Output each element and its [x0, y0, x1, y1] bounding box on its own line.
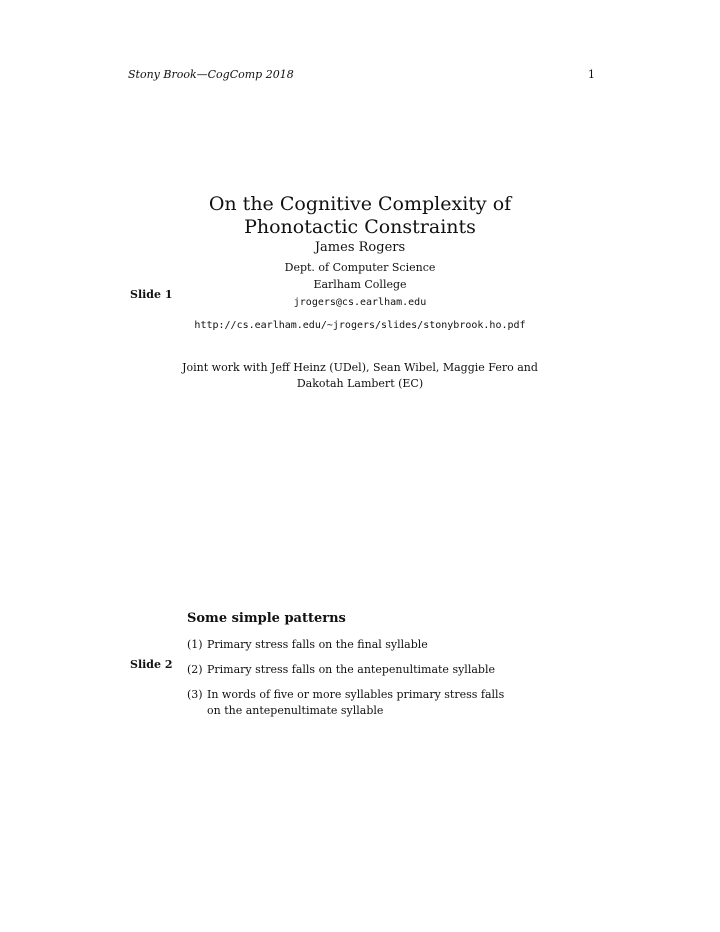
slide1-title [150, 193, 570, 239]
author-college: Earlham College [313, 278, 407, 291]
pattern-list [187, 637, 547, 728]
item-number: (1) [187, 638, 203, 651]
author-name: James Rogers [314, 240, 406, 255]
list-item [187, 687, 517, 719]
page-number: 1 [588, 68, 595, 81]
title-line-2: Phonotactic Constraints [244, 216, 476, 238]
slide2-label: Slide 2 [130, 658, 173, 671]
list-item [187, 662, 547, 678]
author-email[interactable]: jrogers@cs.earlham.edu [293, 297, 427, 308]
joint-work-note [150, 360, 570, 392]
item-text: Primary stress falls on the final syllable [207, 638, 428, 651]
slide1-label: Slide 1 [130, 288, 173, 301]
item-text: In words of five or more syllables primary stress falls on the antepenultimate syllable [207, 688, 505, 717]
list-item [187, 637, 547, 653]
item-number: (2) [187, 663, 203, 676]
joint-line-1: Joint work with Jeff Heinz (UDel), Sean Wibel, Maggie Fero and [182, 361, 538, 374]
author-dept: Dept. of Computer Science [284, 261, 436, 274]
slide2-heading: Some simple patterns [187, 611, 346, 626]
item-text: Primary stress falls on the antepenultimate syllable [207, 663, 495, 676]
joint-line-2: Dakotah Lambert (EC) [296, 377, 424, 390]
title-line-1: On the Cognitive Complexity of [208, 193, 512, 215]
item-number: (3) [187, 688, 203, 701]
slides-url[interactable]: http://cs.earlham.edu/~jrogers/slides/stonybrook.ho.pdf [194, 320, 526, 331]
running-title: Stony Brook—CogComp 2018 [128, 68, 294, 81]
